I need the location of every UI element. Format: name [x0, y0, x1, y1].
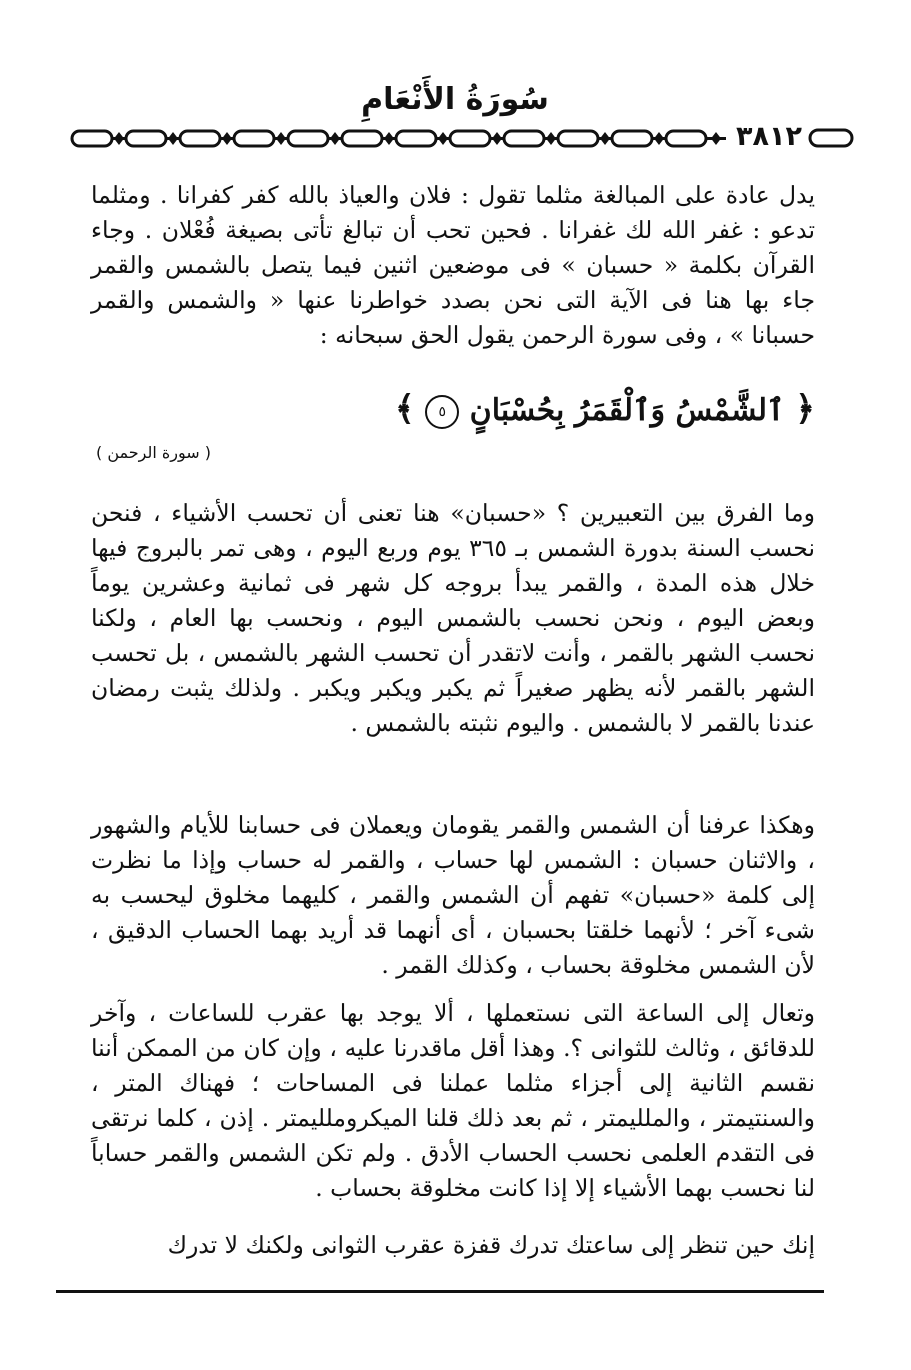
verse-open-bracket: ﴿: [795, 389, 815, 429]
quran-verse: [175, 384, 815, 436]
ayah-number-marker: ٥: [425, 395, 459, 429]
verse-source: ( سورة الرحمن ): [96, 443, 211, 462]
page-number: ٣٨١٢: [736, 121, 802, 152]
footer-rule: [56, 1290, 824, 1293]
header-ornament-border: [70, 126, 810, 152]
paragraph-4: وتعال إلى الساعة التى نستعملها ، ألا يوجد بها عقرب للساعات ، وآخر للدقائق ، وثالث للثوانى ؟. وهذا أقل ماقدرنا عليه ، وإن كان من الممكن أننا نقسم الثانية إلى أجزاء مثلما عملنا فى المساحات ؛ فهناك المتر ، والسنتيمتر ، والملليمتر ، ثم بعد ذلك قلنا الميكروملليمتر . إذن ، كلما نرتقى فى التقدم العلمى نحسب الحساب الأدق . ولم تكن الشمس والقمر حساباً لنا نحسب بهما الأشياء إلا إذا كانت مخلوقة بحساب .: [91, 999, 815, 1202]
header-end-oval: [808, 127, 854, 149]
surah-title: سُورَةُ الأَنْعَامِ: [361, 82, 549, 117]
verse-text: ٱلشَّمْسُ وَٱلْقَمَرُ بِحُسْبَانٍ: [469, 393, 785, 428]
paragraph-3: وهكذا عرفنا أن الشمس والقمر يقومان ويعملان فى حسابنا للأيام والشهور ، والاثنان حسبان : الشمس لها حساب ، والقمر له حساب وإذا ما نظرت إلى كلمة «حسبان» تفهم أن الشمس والقمر ، كليهما مخلوق ليحسب به شىء آخر ؛ لأنهما خلقتا بحسبان ، أى أنهما قد أريد بهما الحساب الدقيق ، لأن الشمس مخلوقة بحساب ، وكذلك القمر .: [91, 811, 815, 979]
paragraph-2: وما الفرق بين التعبيرين ؟ «حسبان» هنا تعنى أن تحسب الأشياء ، فنحن نحسب السنة بدورة الشمس بـ ٣٦٥ يوم وربع اليوم ، وهى تمر بالبروج فيها خلال هذه المدة ، والقمر يبدأ بروجه كل شهر فى ثمانية وعشرين يوماً وبعض اليوم ، ونحن نحسب بالشمس اليوم ، ونحسب بها العام ، ولكنا نحسب الشهر بالقمر ، وأنت لاتقدر أن تحسب الشهر بالشمس ، بل تحسب الشهر بالقمر لأنه يظهر صغيراً ثم يكبر ويكبر ويكبر . ولذلك يثبت رمضان عندنا بالقمر لا بالشمس . واليوم نثبته بالشمس .: [91, 499, 815, 737]
paragraph-5: إنك حين تنظر إلى ساعتك تدرك قفزة عقرب الثوانى ولكنك لا تدرك: [167, 1231, 815, 1259]
paragraph-1: يدل عادة على المبالغة مثلما تقول : فلان والعياذ بالله كفر كفرانا . ومثلما تدعو : غفر الله لك غفرانا . فحين تحب أن تبالغ تأتى بصيغة فُعْلان . وجاء القرآن بكلمة « حسبان » فى موضعين اثنين فيما يتصل بالشمس والقمر جاء بها هنا فى الآية التى نحن بصدد خواطرنا عنها « والشمس والقمر حسبانا » ، وفى سورة الرحمن يقول الحق سبحانه :: [91, 181, 815, 349]
verse-close-bracket: ﴾: [394, 389, 415, 429]
